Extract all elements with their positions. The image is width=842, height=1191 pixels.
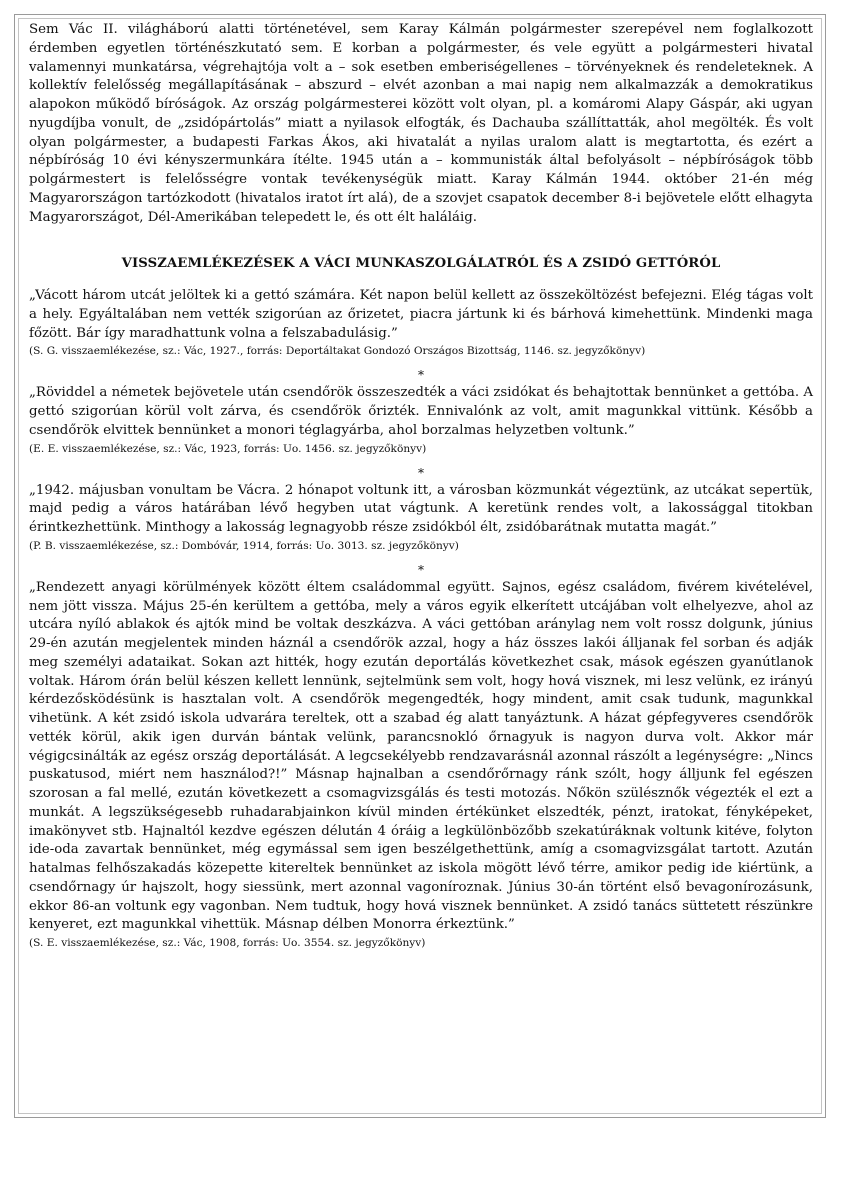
section-heading: VISSZAEMLÉKEZÉSEK A VÁCI MUNKASZOLGÁLATRÓL ÉS A ZSIDÓ GETTÓRÓL bbox=[121, 256, 721, 272]
separator-asterisk: * bbox=[418, 465, 424, 480]
recollection-block bbox=[29, 482, 813, 553]
intro-paragraph: Sem Vác II. világháború alatti történetével, sem Karay Kálmán polgármester szerepével nem foglalkozott érdemben egyetlen történészkutató sem. E korban a polgármester, és vele együtt a polgármesteri hivatal valamennyi munkatársa, végrehajtója volt a – sok esetben emberiségellenes – törvényeknek és rendeleteknek. A kollektív felelősség megállapításának – abszurd – elvét azonban a mai napig nem alkalmazzák a demokratikus alapokon működő bíróságok. Az ország polgármesterei között volt olyan, pl. a komáromi Alapy Gáspár, aki ugyan nyugdíjba vonult, de „zsidópártolás” miatt a nyilasok elfogták, és Dachauba szállíttatták, ahol megölték. És volt olyan polgármester, a budapesti Farkas Ákos, aki hivatalát a nyilas uralom alatt is megtartotta, és ezért a népbíróság 10 évi kényszermunkára ítélte. 1945 után a – kommunisták által befolyásolt – népbíróságok több polgármestert is felelősségre vontak tevékenységük miatt. Karay Kálmán 1944. október 21-én még Magyarországon tartózkodott (hivatalos iratot írt alá), de a szovjet csapatok december 8-i bejövetele előtt elhagyta Magyarországot, Dél-Amerikában telepedett le, és ott élt haláláig. bbox=[29, 22, 813, 225]
recollection-block bbox=[29, 384, 813, 455]
recollection-source: (E. E. visszaemlékezése, sz.: Vác, 1923, forrás: Uo. 1456. sz. jegyzőkönyv) bbox=[29, 442, 427, 455]
recollection-block bbox=[29, 287, 813, 358]
recollection-block bbox=[29, 579, 813, 950]
recollection-source: (S. G. visszaemlékezése, sz.: Vác, 1927., forrás: Deportáltakat Gondozó Országos Bizottság, 1146. sz. jegyzőkönyv) bbox=[29, 345, 646, 358]
document-body bbox=[29, 21, 813, 956]
recollection-text: „Röviddel a németek bejövetele után csendőrök összeszedték a váci zsidókat és behajtottak bennünket a gettóba. A gettó szigorúan körül volt zárva, és csendőrök őrizték. Ennivalónk az volt, amit magunkkal vittünk. Később a csendőrök elvittek bennünket a monori téglagyárba, ahol borzalmas helyzetben voltunk.” bbox=[29, 385, 813, 438]
recollection-text: „Rendezett anyagi körülmények között éltem családommal együtt. Sajnos, egész családom, fivérem kivételével, nem jött vissza. Május 25-én kerültem a gettóba, mely a város egyik elkerített utcájában volt elhelyezve, ahol az utcára nyíló ablakok és ajtók mind be voltak deszkázva. A váci gettóban aránylag nem volt rossz dolgunk, június 29-én azután megjelentek minden háznál a csendőrök azzal, hogy a ház összes lakói álljanak fel sorban és adják meg személyi adataikat. Sokan azt hitték, hogy ezután deportálás következhet csak, mások egészen gyanútlanok voltak. Három órán belül készen kellett lennünk, sejtelmünk sem volt, hogy hová visznek, mi lesz velünk, ez irányú kérdezősködésünk is hasztalan volt. A csendőrök megengedték, hogy mindent, amit csak tudunk, magunkkal vihetünk. A két zsidó iskola udvarára tereltek, ott a szabad ég alatt tanyáztunk. A házat gépfegyveres csendőrök vették körül, akik igen durván bántak velünk, parancsnokló őrnagyuk is nagyon durva volt. Akkor már végigcsinálták az egész ország deportálását. A legcsekélyebb rendzavarásnál azonnal rászólt a legénységre: „Nincs puskatusod, miért nem használod?!” Másnap hajnalban a csendőrőrnagy ránk szólt, hogy álljunk fel egészen szorosan a fal mellé, ezután következett a csomagvizsgálás és testi motozás. Nőkön szülésznők végezték el ezt a munkát. A legszükségesebb ruhadarabjainkon kívül minden értékünket elszedték, pénzt, iratokat, fényképeket, imakönyvet stb. Hajnaltól kezdve egészen délután 4 óráig a legkülönbözőbb szekatúráknak voltunk kitéve, folyton ide-oda zavartak bennünket, még egymással sem igen beszélgethettünk, amíg a csomagvizsgálat tartott. Azután hatalmas felhőszakadás közepette kitereltek bennünket az iskola mögött lévő térre, amikor pedig ide kiértünk, a csendőrnagy úr hajszolt, hogy siessünk, mert azonnal vagoníroznak. Június 30-án történt első bevagonírozásunk, ekkor 86-an voltunk egy vagonban. Nem tudtuk, hogy hová visznek bennünket. A zsidó tanács süttetett részünkre kenyeret, ezt magunkkal vihettük. Másnap délben Monorra érkeztünk.” bbox=[29, 579, 813, 933]
separator-asterisk: * bbox=[418, 562, 424, 577]
separator-asterisk: * bbox=[418, 368, 424, 383]
recollection-source: (S. E. visszaemlékezése, sz.: Vác, 1908, forrás: Uo. 3554. sz. jegyzőkönyv) bbox=[29, 937, 426, 949]
recollection-text: „1942. májusban vonultam be Vácra. 2 hónapot voltunk itt, a városban közmunkát végeztünk, az utcákat sepertük, majd pedig a város határában lévő hegyben utat vágtunk. A keretünk rendes volt, a lakossággal titokban érintkezhettünk. Minthogy a lakosság legnagyobb része zsidókból élt, zsidóbarátnak mutatta magát.” bbox=[29, 482, 813, 535]
recollection-source: (P. B. visszaemlékezése, sz.: Dombóvár, 1914, forrás: Uo. 3013. sz. jegyzőkönyv) bbox=[29, 539, 459, 552]
recollection-text: „Vácott három utcát jelöltek ki a gettó számára. Két napon belül kellett az összeköltözést befejezni. Elég tágas volt a hely. Egyáltalában nem vették szigorúan az őrizetet, piacra jártunk ki és bárhová kimehettünk. Mindenki maga főzött. Bár így maradhattunk volna a felszabadulásig.” bbox=[29, 288, 813, 341]
